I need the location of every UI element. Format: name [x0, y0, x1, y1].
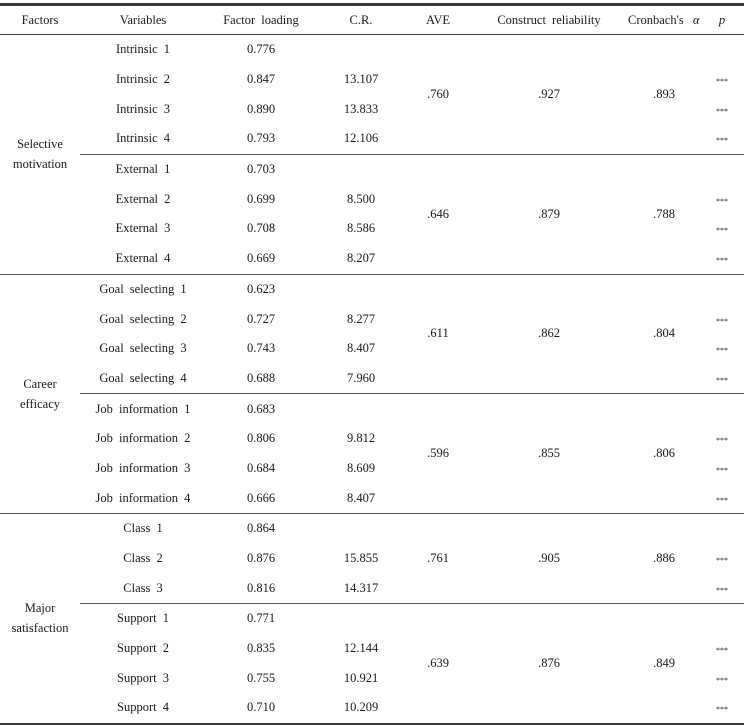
factor-name-line1: Major: [24, 601, 56, 616]
header-cronbach-label: Cronbach's: [628, 12, 684, 27]
header-ave: AVE: [406, 5, 470, 35]
cronbach-cell: .788: [628, 154, 700, 274]
table-row: [0, 154, 744, 184]
p-cell: ***: [716, 436, 728, 446]
variable-cell: Goal selecting 4: [80, 364, 206, 394]
p-cell: ***: [700, 124, 744, 154]
header-cronbach: [628, 5, 700, 35]
variable-cell: Intrinsic 1: [115, 42, 171, 57]
factor-loading-cell: 0.666: [206, 483, 316, 513]
factor-loading-cell: 0.699: [246, 191, 276, 206]
variable-cell: Intrinsic 2: [115, 72, 171, 87]
cr-cell: 9.812: [346, 431, 376, 446]
variable-cell: External 4: [80, 244, 206, 274]
ave-cell: .760: [406, 35, 470, 155]
variable-cell: Class 2: [123, 551, 163, 566]
variable-cell: Support 2: [117, 641, 169, 656]
p-cell: ***: [716, 675, 728, 685]
factor-loading-cell: 0.727: [246, 311, 276, 326]
p-cell: ***: [716, 465, 728, 475]
factor-loading-cell: 0.684: [246, 460, 276, 475]
factor-loading-cell: 0.816: [206, 573, 316, 603]
variable-cell: Intrinsic 4: [80, 124, 206, 154]
factor-loading-cell: 0.776: [246, 42, 276, 57]
header-cr: C.R.: [316, 5, 406, 35]
cronbach-cell: .806: [628, 394, 700, 514]
construct-reliability-cell: .862: [470, 274, 628, 394]
variable-cell: Goal selecting 2: [99, 311, 187, 326]
variable-cell: Job information 4: [80, 483, 206, 513]
table-row: [0, 35, 744, 65]
factor-name-line2: efficacy: [19, 396, 60, 411]
factor-loading-cell: 0.835: [246, 641, 276, 656]
variable-cell: External 1: [115, 162, 171, 177]
table-row: [0, 604, 744, 634]
cr-cell: 13.107: [343, 72, 379, 87]
factor-loading-cell: 0.793: [206, 124, 316, 154]
factor-loading-cell: 0.743: [246, 341, 276, 356]
table-row: [0, 394, 744, 424]
factor-loading-cell: 0.683: [246, 401, 276, 416]
cr-cell: 8.207: [316, 244, 406, 274]
cr-cell: 8.500: [346, 191, 376, 206]
ave-cell: .639: [406, 604, 470, 724]
p-cell: ***: [700, 693, 744, 724]
cr-cell: 14.317: [316, 573, 406, 603]
cr-cell: 8.277: [346, 311, 376, 326]
factor-loading-cell: 0.755: [246, 670, 276, 685]
variable-cell: Support 3: [117, 670, 169, 685]
p-cell: ***: [700, 483, 744, 513]
p-cell: ***: [716, 226, 728, 236]
factor-cell-major-satisfaction: [0, 514, 80, 724]
factor-cell-selective-motivation: [0, 35, 80, 275]
header-alpha-symbol: α: [692, 12, 700, 27]
variable-cell: External 2: [115, 191, 171, 206]
variable-cell: Class 1: [123, 521, 163, 536]
cr-cell: 8.586: [346, 221, 376, 236]
cr-cell: 8.609: [346, 460, 376, 475]
factor-name-line2: satisfaction: [11, 621, 69, 636]
variable-cell: Intrinsic 3: [115, 101, 171, 116]
factor-cell-career-efficacy: [0, 274, 80, 514]
construct-reliability-cell: .876: [470, 604, 628, 724]
cr-cell: 10.209: [316, 693, 406, 724]
cr-cell: 12.144: [343, 641, 379, 656]
factor-loading-cell: 0.703: [246, 162, 276, 177]
header-row: [0, 5, 744, 35]
p-cell: ***: [716, 556, 728, 566]
ave-cell: .611: [406, 274, 470, 394]
variable-cell: Support 1: [117, 611, 169, 626]
cr-cell: 13.833: [343, 101, 379, 116]
p-cell: ***: [700, 364, 744, 394]
p-cell: [700, 35, 744, 65]
cr-cell: 7.960: [316, 364, 406, 394]
ave-cell: .596: [406, 394, 470, 514]
p-cell: [700, 154, 744, 184]
p-cell: [700, 514, 744, 544]
factor-loading-cell: 0.771: [246, 611, 276, 626]
p-cell: ***: [700, 244, 744, 274]
factor-loading-cell: 0.890: [246, 101, 276, 116]
factor-loading-cell: 0.623: [246, 281, 276, 296]
factor-name-line1: Selective: [17, 137, 63, 152]
cr-cell: 8.407: [346, 341, 376, 356]
ave-cell: .761: [406, 514, 470, 604]
factor-name-line1: Career: [23, 376, 57, 391]
variable-cell: Goal selecting 1: [99, 281, 187, 296]
variable-cell: Goal selecting 3: [99, 341, 187, 356]
factor-loading-cell: 0.708: [246, 221, 276, 236]
factor-loading-cell: 0.876: [246, 551, 276, 566]
header-variables: Variables: [80, 5, 206, 35]
header-factor-loading: Factor loading: [206, 5, 316, 35]
cr-cell: 10.921: [343, 670, 379, 685]
cronbach-cell: .849: [628, 604, 700, 724]
variable-cell: Job information 1: [95, 401, 191, 416]
construct-reliability-cell: .855: [470, 394, 628, 514]
cronbach-cell: .804: [628, 274, 700, 394]
variable-cell: Job information 2: [95, 431, 191, 446]
header-factors: Factors: [0, 5, 80, 35]
p-cell: ***: [716, 77, 728, 87]
variable-cell: Job information 3: [95, 460, 191, 475]
header-construct-reliability: Construct reliability: [470, 5, 628, 35]
variable-cell: Class 3: [80, 573, 206, 603]
cr-cell: [316, 604, 406, 634]
cr-cell: 12.106: [316, 124, 406, 154]
ave-cell: .646: [406, 154, 470, 274]
p-cell: [700, 274, 744, 304]
p-cell: ***: [716, 346, 728, 356]
cr-cell: [316, 394, 406, 424]
cr-cell: 15.855: [343, 551, 379, 566]
factor-loading-cell: 0.669: [206, 244, 316, 274]
p-cell: ***: [716, 646, 728, 656]
p-cell: ***: [700, 573, 744, 603]
cfa-results-table: [0, 3, 744, 725]
construct-reliability-cell: .927: [470, 35, 628, 155]
cr-cell: [316, 154, 406, 184]
factor-name-line2: motivation: [12, 157, 68, 172]
factor-loading-cell: 0.864: [246, 521, 276, 536]
construct-reliability-cell: .905: [470, 514, 628, 604]
p-cell: ***: [716, 316, 728, 326]
factor-loading-cell: 0.688: [206, 364, 316, 394]
cr-cell: 8.407: [316, 483, 406, 513]
construct-reliability-cell: .879: [470, 154, 628, 274]
variable-cell: Support 4: [80, 693, 206, 724]
p-cell: [700, 394, 744, 424]
factor-loading-cell: 0.806: [246, 431, 276, 446]
cronbach-cell: .893: [628, 35, 700, 155]
p-cell: ***: [716, 196, 728, 206]
cronbach-cell: .886: [628, 514, 700, 604]
factor-loading-cell: 0.847: [246, 72, 276, 87]
cr-cell: [316, 514, 406, 544]
p-cell: ***: [716, 106, 728, 116]
header-p: p: [700, 5, 744, 35]
cr-cell: [316, 274, 406, 304]
factor-loading-cell: 0.710: [206, 693, 316, 724]
variable-cell: External 3: [115, 221, 171, 236]
cr-cell: [316, 35, 406, 65]
table-row: [0, 274, 744, 304]
p-cell: [700, 604, 744, 634]
table-row: [0, 514, 744, 544]
